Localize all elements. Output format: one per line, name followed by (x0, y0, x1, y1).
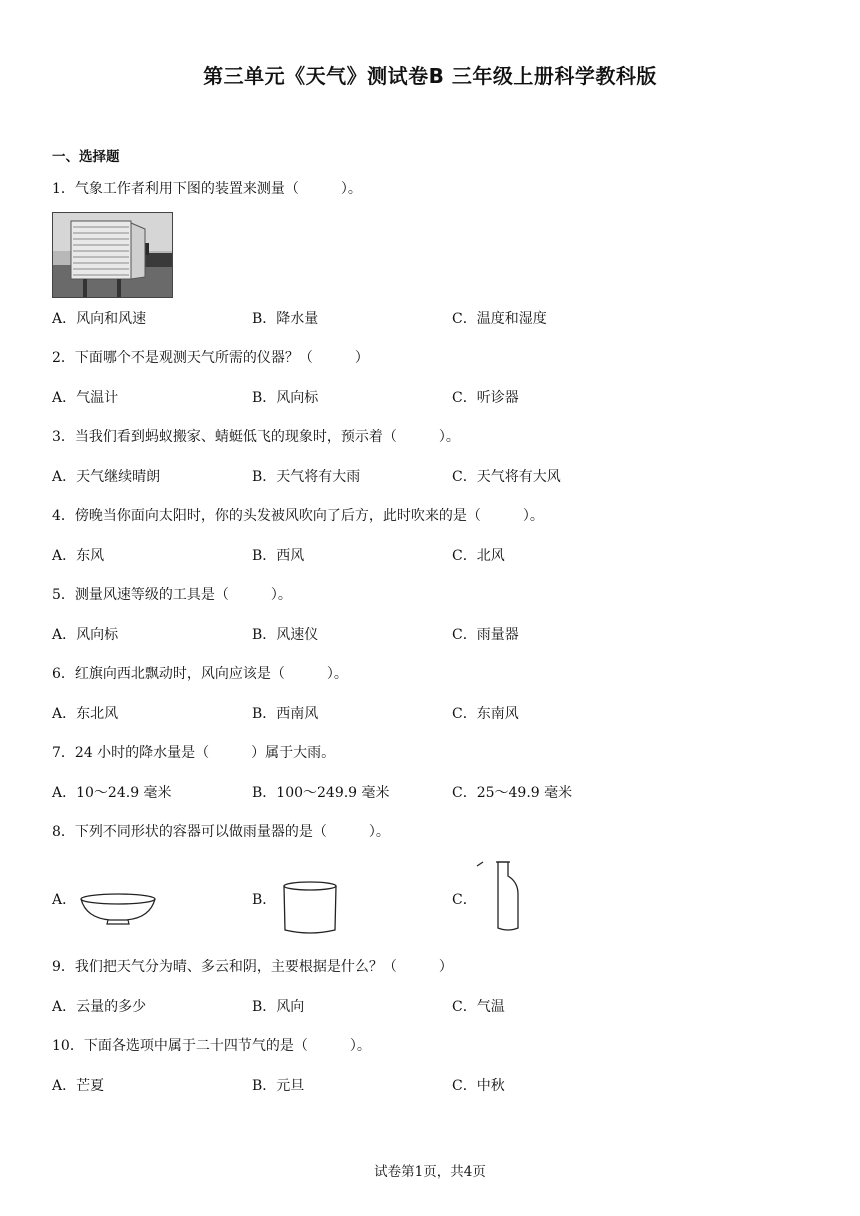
q10-option-b: B．元旦 (252, 1078, 305, 1094)
question-10: 10．下面各选项中属于二十四节气的是（ ）。 (52, 1038, 371, 1054)
section-heading: 一、选择题 (52, 149, 120, 165)
q4-option-a: A．东风 (52, 548, 105, 564)
q8-option-a: A． (52, 892, 77, 908)
q2-option-b: B．风向标 (252, 390, 319, 406)
q10-option-a: A．芒夏 (52, 1078, 105, 1094)
q6-option-b: B．西南风 (252, 706, 319, 722)
q7-option-a: A．10～24.9 毫米 (52, 785, 172, 801)
question-1: 1．气象工作者利用下图的装置来测量（ ）。 (52, 181, 362, 197)
bowl-image (78, 890, 158, 930)
q2-option-a: A．气温计 (52, 390, 119, 406)
question-9: 9．我们把天气分为晴、多云和阴，主要根据是什么？（ ） (52, 959, 453, 975)
q9-option-c: C．气温 (452, 999, 505, 1015)
q5-option-b: B．风速仪 (252, 627, 319, 643)
weather-station-photo (52, 212, 173, 298)
q1-option-a: A．风向和风速 (52, 311, 147, 327)
q3-option-c: C．天气将有大风 (452, 469, 561, 485)
question-5: 5．测量风速等级的工具是（ ）。 (52, 587, 292, 603)
q1-option-b: B．降水量 (252, 311, 319, 327)
question-3: 3．当我们看到蚂蚁搬家、蜻蜓低飞的现象时，预示着（ ）。 (52, 429, 460, 445)
q3-option-a: A．天气继续晴朗 (52, 469, 161, 485)
q2-option-c: C．听诊器 (452, 390, 519, 406)
q10-option-c: C．中秋 (452, 1078, 505, 1094)
page-footer: 试卷第1页，共4页 (374, 1164, 486, 1180)
question-4: 4．傍晚当你面向太阳时，你的头发被风吹向了后方，此时吹来的是（ ）。 (52, 508, 544, 524)
q3-option-b: B．天气将有大雨 (252, 469, 361, 485)
q9-option-a: A．云量的多少 (52, 999, 147, 1015)
q7-option-c: C．25～49.9 毫米 (452, 785, 573, 801)
q5-option-a: A．风向标 (52, 627, 119, 643)
question-8: 8．下列不同形状的容器可以做雨量器的是（ ）。 (52, 824, 390, 840)
question-6: 6．红旗向西北飘动时，风向应该是（ ）。 (52, 666, 348, 682)
q6-option-a: A．东北风 (52, 706, 119, 722)
q8-option-b: B． (252, 892, 277, 908)
q1-option-c: C．温度和湿度 (452, 311, 547, 327)
q8-option-c: C． (452, 892, 477, 908)
q4-option-b: B．西风 (252, 548, 305, 564)
q5-option-c: C．雨量器 (452, 627, 519, 643)
question-7: 7．24 小时的降水量是（ ）属于大雨。 (52, 745, 336, 761)
cylinder-container-image (280, 880, 340, 936)
page-title: 第三单元《天气》测试卷B 三年级上册科学教科版 (203, 64, 657, 88)
q9-option-b: B．风向 (252, 999, 305, 1015)
question-2: 2．下面哪个不是观测天气所需的仪器？（ ） (52, 350, 369, 366)
q4-option-c: C．北风 (452, 548, 505, 564)
q7-option-b: B．100～249.9 毫米 (252, 785, 390, 801)
bottle-image (474, 858, 526, 934)
q6-option-c: C．东南风 (452, 706, 519, 722)
